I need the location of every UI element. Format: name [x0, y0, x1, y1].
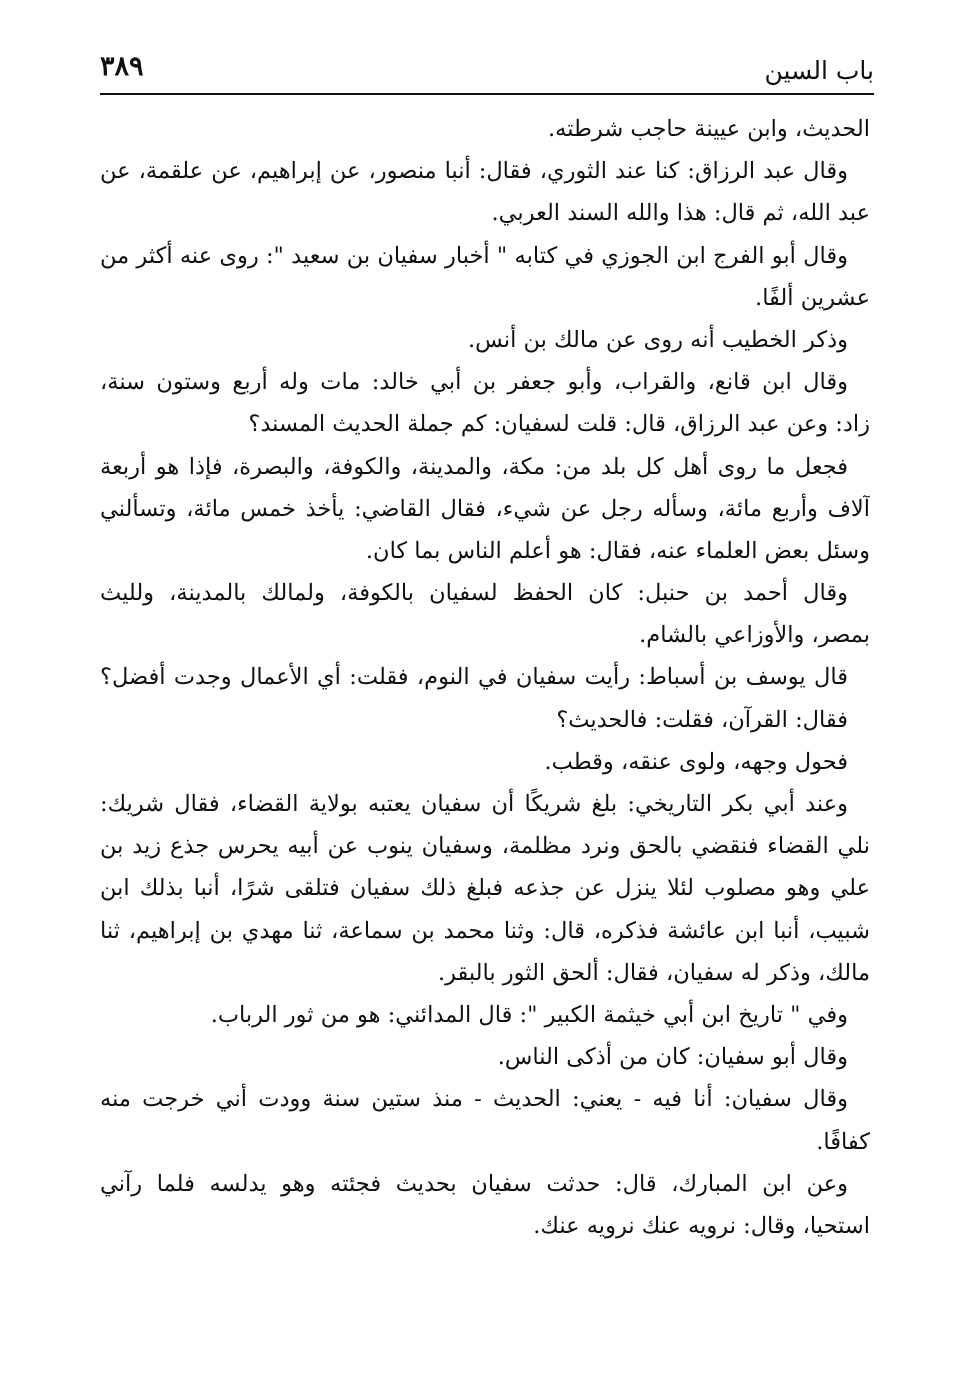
page-number: ٣٨٩	[100, 51, 144, 82]
body-text	[100, 108, 870, 1247]
text-line: وفي " تاريخ ابن أبي خيثمة الكبير ": قال المدائني: هو من ثور الرباب.	[210, 1001, 848, 1028]
text-line: قال يوسف بن أسباط: رأيت سفيان في النوم، فقلت: أي الأعمال وجدت أفضل؟	[100, 664, 848, 691]
text-line: نلي القضاء فنقضي بالحق ونرد مظلمة، وسفيان ينوب عن أبيه يحرس جذع زيد بن	[100, 833, 870, 860]
header-divider	[100, 93, 874, 95]
text-line: مالك، وذكر له سفيان، فقال: ألحق الثور بالبقر.	[437, 959, 870, 986]
text-line: فحول وجهه، ولوى عنقه، وقطب.	[544, 748, 848, 775]
text-line: علي وهو مصلوب لئلا ينزل عن جذعه فبلغ ذلك سفيان فتلقى شرًا، أنبا بذلك ابن	[100, 875, 870, 902]
text-line: وقال أحمد بن حنبل: كان الحفظ لسفيان بالكوفة، ولمالك بالمدينة، ولليث	[100, 580, 848, 607]
text-line: الحديث، وابن عيينة حاجب شرطته.	[548, 116, 870, 142]
text-line: وسئل بعض العلماء عنه، فقال: هو أعلم الناس بما كان.	[365, 537, 870, 564]
text-line: وقال سفيان: أنا فيه - يعني: الحديث - منذ ستين سنة وودت أني خرجت منه	[100, 1086, 848, 1113]
text-line: وقال ابن قانع، والقراب، وأبو جعفر بن أبي خالد: مات وله أربع وستون سنة،	[100, 369, 848, 396]
text-line: عشرين ألفًا.	[755, 284, 870, 311]
text-line: زاد: وعن عبد الرزاق، قال: قلت لسفيان: كم جملة الحديث المسند؟	[248, 411, 870, 438]
text-line: وقال عبد الرزاق: كنا عند الثوري، فقال: أنبا منصور، عن إبراهيم، عن علقمة، عن	[100, 158, 848, 185]
text-line: وعن ابن المبارك، قال: حدثت سفيان بحديث فجئته وهو يدلسه فلما رآني	[100, 1170, 848, 1197]
text-line: وذكر الخطيب أنه روى عن مالك بن أنس.	[468, 326, 848, 353]
text-line: استحيا، وقال: نرويه عنك نرويه عنك.	[533, 1212, 870, 1239]
text-line: وقال أبو سفيان: كان من أذكى الناس.	[497, 1044, 848, 1071]
text-line: وعند أبي بكر التاريخي: بلغ شريكًا أن سفيان يعتبه بولاية القضاء، فقال شريك:	[100, 791, 848, 817]
text-line: فقال: القرآن، فقلت: فالحديث؟	[556, 706, 848, 733]
page-header	[100, 48, 874, 94]
text-line: بمصر، والأوزاعي بالشام.	[639, 622, 870, 649]
text-line: فجعل ما روى أهل كل بلد من: مكة، والمدينة، والكوفة، والبصرة، فإذا هو أربعة	[100, 453, 848, 480]
text-line: كفافًا.	[816, 1128, 870, 1155]
text-line: شبيب، أنبا ابن عائشة فذكره، قال: وثنا محمد بن سماعة، ثنا مهدي بن إبراهيم، ثنا	[100, 917, 870, 944]
text-line: وقال أبو الفرج ابن الجوزي في كتابه " أخبار سفيان بن سعيد ": روى عنه أكثر من	[100, 242, 848, 269]
chapter-title: باب السين	[764, 56, 874, 85]
text-line: آلاف وأربع مائة، وسأله رجل عن شيء، فقال القاضي: يأخذ خمس مائة، وتسألني	[100, 495, 870, 522]
text-line: عبد الله، ثم قال: هذا والله السند العربي.	[491, 200, 870, 227]
